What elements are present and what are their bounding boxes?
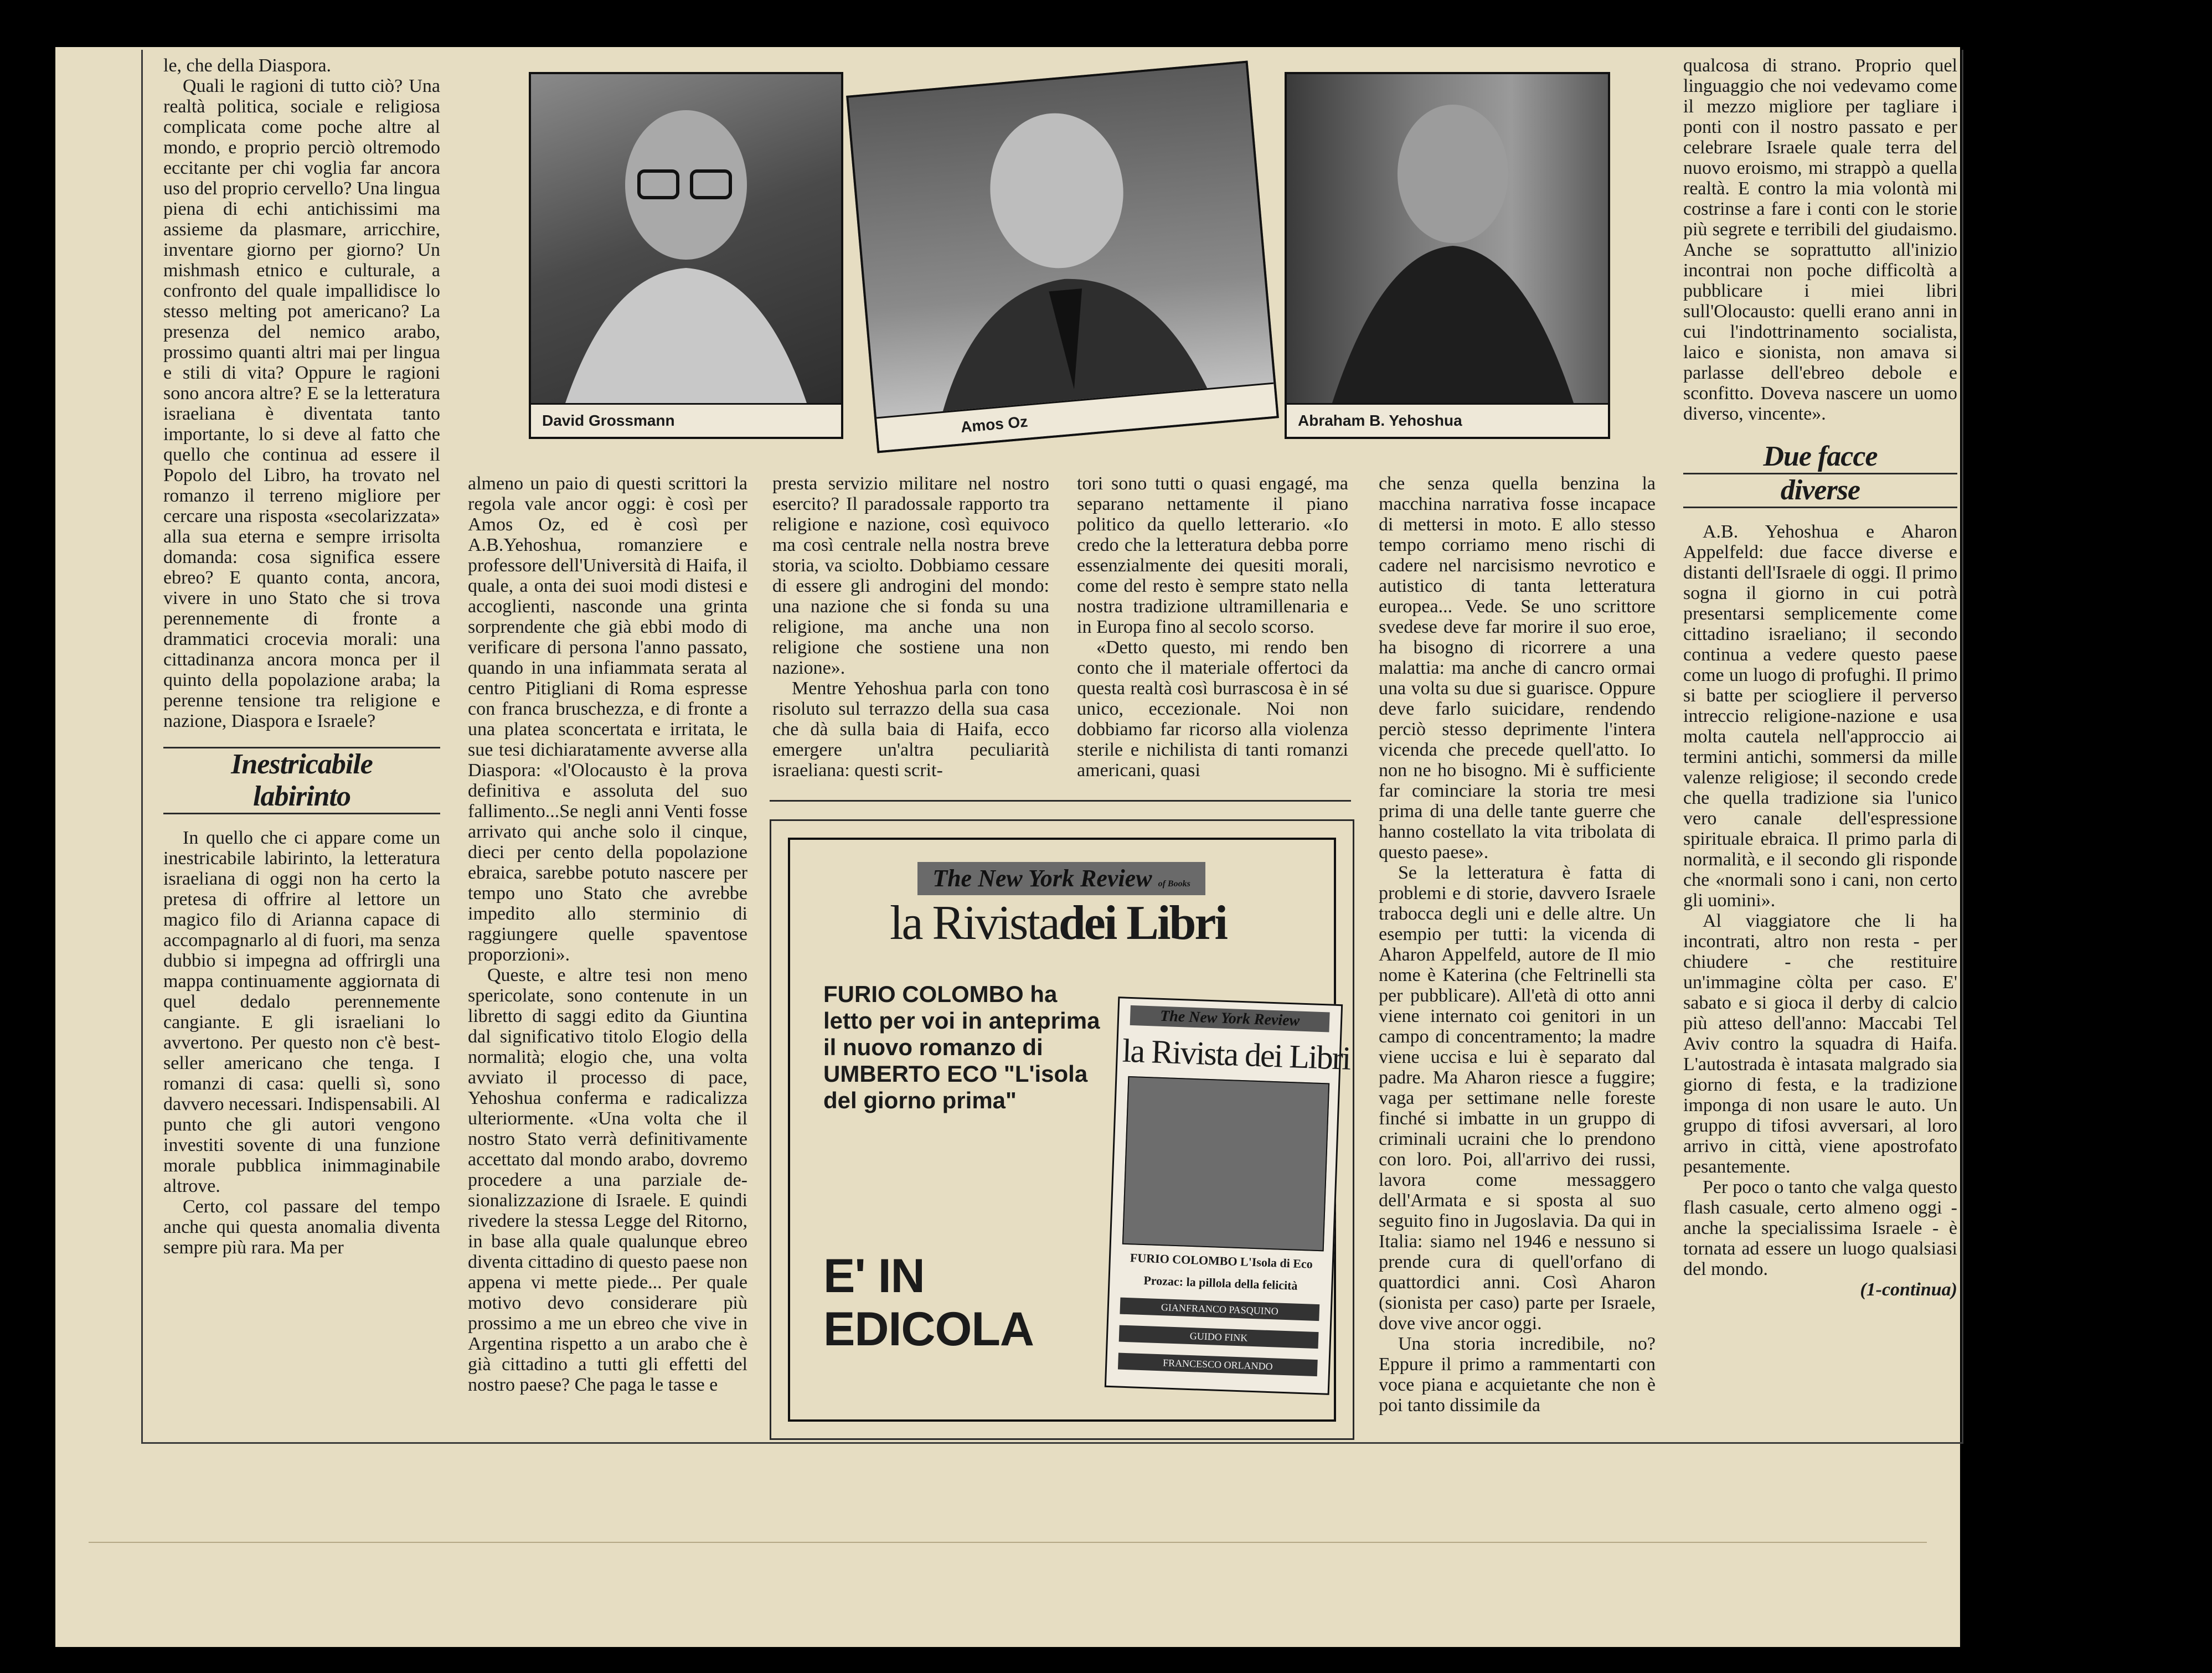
- cover-nyr: The New York Review: [1130, 1005, 1330, 1032]
- cover-illustration: [1122, 1076, 1329, 1252]
- portrait-grossmann-figure: [531, 74, 841, 406]
- column-3-paragraph-2: Mentre Yehoshua parla con tono risoluto sul terrazzo della sua casa che dà sulla baia di Haifa, ecco emergere un'altra peculiarità israeliana: questi scrit-: [772, 678, 1049, 781]
- column-3-paragraph-1: presta servizio militare nel nostro esercito? Il paradossale rapporto tra religione e nazione, così equivoco ma così centrale nella nostra breve storia, va sciolto. Dobbiamo cessare di essere gli androgini del mondo: una nazione che si fonda su una religione, ma anche una non religione che sostiene una non nazione».: [772, 473, 1049, 678]
- ad-nyr-title: The New York Review: [932, 865, 1152, 892]
- column-1-paragraph-2: In quello che ci appare come un inestricabile labirinto, la letteratura israeliana di oggi non ha certo la pretesa di offrire al lettore un magico filo di Arianna capace di accompagnarlo al di fuori, ma senza dubbio si impegna ad offrirgli una mappa continuamente aggiornata di quel dedalo perennemente cangiante. E gli israeliani lo avvertono. Per questo non c'è best-seller americano che tenga. I romanzi di casa: quelli sì, sono davvero necessari. Indispensabili. Al punto che gli autori vengono investiti sovente di una funzione morale pubblica inimmaginabile altrove.: [163, 828, 440, 1196]
- column-1-paragraph-3: Certo, col passare del tempo anche qui questa anomalia diventa sempre più rara. Ma per: [163, 1196, 440, 1258]
- section-heading-diverse: diverse: [1780, 474, 1860, 506]
- advertisement-inner: [788, 838, 1351, 1422]
- advertisement-box: [770, 819, 1354, 1440]
- portrait-oz-figure: [848, 63, 1273, 418]
- heading-rule-bottom-right: [1683, 507, 1957, 508]
- column-4: [1077, 473, 1348, 781]
- column-6-paragraph-3: Per poco o tanto che valga questo flash casuale, certo almeno oggi - anche la specialissima Israele - è tornata ad essere un luogo qualsiasi del mondo.: [1683, 1177, 1957, 1279]
- cover-line-2: Prozac: la pillola della felicità: [1143, 1273, 1298, 1293]
- column-6-paragraph-1: A.B. Yehoshua e Aharon Appelfeld: due facce diverse e distanti dell'Israele di oggi. Il primo sogna il giorno in cui potrà presentarsi semplicemente come cittadino israeliano; il secondo continua a vedere questo paese come un luogo di profughi. Il primo si batte per sciogliere il perverso intreccio religione-nazione e usa molta cautela nell'approccio ai termini antichi, sommersi da mille valenze religiose; il secondo crede che quella tradizione sia l'unico vero canale dell'espressione spirituale ebraica. Il primo parla di normalità, e il secondo gli risponde che «normali sono i cani, non certo gli uomini».: [1683, 521, 1957, 911]
- cover-band-2: GUIDO FINK: [1119, 1325, 1319, 1349]
- section-heading-labirinto: labirinto: [253, 781, 350, 812]
- column-4-paragraph-2: «Detto questo, mi rendo ben conto che il materiale offertoci da questa realtà così burrascosa è in sé unico, eccezionale. Noi non dobbiamo far ricorso alla violenza sterile e nichilista di tanti romanzi americani, quasi: [1077, 637, 1348, 781]
- section-heading-inestricabile: Inestricabile: [231, 748, 373, 780]
- ad-rivista-part-a: la Rivista: [890, 896, 1059, 950]
- caption-yehoshua: Abraham B. Yehoshua: [1287, 403, 1608, 437]
- ad-rivista-logo: [890, 895, 1226, 951]
- advert-top-rule: [770, 800, 1351, 802]
- ad-magazine-cover: [1105, 996, 1351, 1395]
- column-1: [163, 55, 440, 1258]
- caption-oz: Amos Oz: [876, 383, 1277, 451]
- column-1-paragraph-1: Quali le ragioni di tutto ciò? Una realtà politica, sociale e religiosa complicata come poche altre al mondo, e proprio perciò oltremodo eccitante per chi voglia far ancora uso del proprio cervello? Una lingua piena di echi antichissimi ma assieme da plasmare, arricchire, inventare giorno per giorno? Un mishmash etnico e culturale, a confronto del quale impallidisce lo stesso melting pot americano? La presenza del nemico arabo, prossimo quanti altri mai per lingua e stili di vita? Oppure le ragioni sono ancora altre? E se la letteratura israeliana è diventata tanto importante, lo si deve al fatto che quello che continua ad essere il Popolo del Libro, ha trovato nel romanzo il terreno migliore per cercare una risposta «secolarizzata» alla sua eterna e sempre irrisolta domanda: cosa significa essere ebreo? E quanto conta, ancora, vivere in uno Stato che si trova perennemente di fronte a drammatici crocevia morali: una cittadinanza ancora monca per il quinto della popolazione araba; la perenne tensione tra religione e nazione, Diaspora e Israele?: [163, 76, 440, 731]
- ad-promo-text: FURIO COLOMBO ha letto per voi in anteprima il nuovo romanzo di UMBERTO ECO "L'isola del giorno prima": [823, 981, 1100, 1113]
- cover-title: la Rivista dei Libri: [1121, 1032, 1351, 1077]
- column-6-top: qualcosa di strano. Proprio quel linguaggio che noi vedevamo come il mezzo migliore per tagliare i ponti con il nostro passato e per celebrare Israele quale terra del nuovo eroismo, mi strappò a quella realtà. E contro la mia volontà mi costrinse a fare i conti con le storie più segrete e terribili del giudaismo. Anche se soprattutto all'inizio incontrai non poche difficoltà a pubblicare i miei libri sull'Olocausto: quelli erano anni in cui l'indottrinamento socialista, laico e sionista, non amava si parlasse dell'ebreo debole e sconfitto. Doveva nascere un uomo diverso, vincente».: [1683, 55, 1957, 424]
- section-heading-due-facce: Due facce: [1763, 441, 1878, 472]
- ad-nyr-sub: of Books: [1158, 879, 1190, 889]
- column-6-paragraph-2: Al viaggiatore che li ha incontrati, altro non resta - per chiudere - che restituire un'immagine còlta per caso. E' sabato e si gioca il derby di calcio più atteso dell'anno: Maccabi Tel Aviv contro la squadra di Haifa. L'autostrada è intasata malgrado sia giorno di festa, e la tradizione imponga di non usare le auto. Un gruppo di tifosi avversari, al loro arrivo in città, viene apostrofato pesantemente.: [1683, 911, 1957, 1177]
- ad-in-edicola: E' IN EDICOLA: [823, 1249, 1034, 1356]
- column-3: [772, 473, 1049, 781]
- ad-rivista-part-b: dei Libri: [1058, 896, 1226, 950]
- column-5: [1379, 473, 1656, 1416]
- continued-note: (1-continua): [1860, 1279, 1957, 1300]
- column-2: [468, 473, 747, 1395]
- cover-band-1: GIANFRANCO PASQUINO: [1120, 1298, 1319, 1321]
- cover-band-3: FRANCESCO ORLANDO: [1118, 1353, 1318, 1377]
- photo-abraham-yehoshua: [1285, 72, 1610, 439]
- photo-amos-oz: [846, 61, 1279, 453]
- column-2-paragraph-2: Queste, e altre tesi non meno spericolate, sono contenute in un libretto di saggi edito da Giuntina dal significativo titolo Elogio della normalità; elogio che, una volta avviato il processo di pace, Yehoshua conferma e radicalizza ulteriormente. «Una volta che il nostro Stato verrà definitivamente accettato dal mondo arabo, dovremo procedere a una parziale de-sionalizzazione di Israele. E quindi rivedere la stessa Legge del Ritorno, in base alla quale qualunque ebreo diventa cittadino di questo paese non appena vi mette piede... Per quale motivo devo considerare più prossimo a me un ebreo che vive in Argentina rispetto a un arabo che è già cittadino a tutti gli effetti del nostro paese? Che paga le tasse e: [468, 965, 747, 1395]
- caption-grossmann: David Grossmann: [531, 403, 841, 437]
- column-4-paragraph-1: tori sono tutti o quasi engagé, ma separano nettamente il piano politico da quello letterario. «Io credo che la letteratura debba porre essenzialmente dei quesiti morali, come del resto è sempre stato nella nostra tradizione ultramillenaria e in Europa fino al secolo scorso.: [1077, 473, 1348, 637]
- column-5-paragraph-1: che senza quella benzina la macchina narrativa fosse incapace di mettersi in moto. E allo stesso tempo corriamo meno rischi di cadere nel narcisismo nevrotico e autistico di tanta letteratura europea... Vede. Se uno scrittore svedese deve far morire il suo eroe, ha bisogno di ricorrere a una malattia: ma anche di cancro ormai una volta su due si guarisce. Oppure deve farlo suicidare, rendendo perciò stesso deprimente l'intera vicenda che precede quell'atto. Io non ne ho bisogno. Mi è sufficiente far cominciare la storia tre mesi prima di una delle tante guerre che hanno costellato la vita tribolata di questo paese».: [1379, 473, 1656, 863]
- column-5-paragraph-2: Se la letteratura è fatta di problemi e di storie, davvero Israele trabocca degli uni e delle altre. Un esempio per tutti: la vicenda di Aharon Appelfeld, autore de Il mio nome è Katerina (che Feltrinelli sta per pubblicare). All'età di otto anni viene internato coi genitori in un campo di concentramento; la madre viene uccisa e lui è separato dal padre. Ma Aharon riesce a fuggire; vaga per settimane nelle foreste finché si imbatte in un gruppo di criminali ucraini che lo prendono con loro. Poi, all'arrivo dei russi, lavora come messaggero dell'Armata e si sposta al suo seguito fino in Jugoslavia. Da qui in Italia: siamo nel 1946 e nessuno si prende cura di quell'orfano di quattordici anni. Così Aharon (sionista per caso) parte per Israele, dove vive ancor oggi.: [1379, 863, 1656, 1334]
- column-2-paragraph-1: almeno un paio di questi scrittori la regola vale ancor oggi: è così per Amos Oz, ed è così per A.B.Yehoshua, romanziere e professore dell'Università di Haifa, il quale, a onta dei suoi modi distesi e accoglienti, nasconde una grinta sorprendente che già ebbi modo di verificare di persona l'anno passato, quando in una infiammata serata al centro Pitigliani di Roma espresse con franca bruschezza, e di fronte a una platea sconcertata e irritata, le sue tesi dichiaratamente avverse alla Diaspora: «l'Olocausto è la prova definitiva e assoluta del suo fallimento...Se negli anni Venti fosse arrivato qui anche solo il cinque, dieci per cento della popolazione ebraica, sarebbe potuto nascere per tempo uno Stato che avrebbe impedito allo sterminio di raggiungere quelle spaventose proporzioni».: [468, 473, 747, 965]
- column-6: [1683, 55, 1957, 1300]
- ad-nyr-masthead: [917, 862, 1205, 895]
- cover-line-1: FURIO COLOMBO L'Isola di Eco: [1130, 1251, 1313, 1271]
- portrait-yehoshua-figure: [1287, 74, 1608, 406]
- column-1-top: le, che della Diaspora.: [163, 55, 332, 76]
- photo-david-grossmann: [529, 72, 843, 439]
- heading-rule-bottom: [163, 813, 440, 814]
- column-5-paragraph-3: Una storia incredibile, no? Eppure il primo a rammentarti con voce piana e acquietante che non è poi tanto dissimile da: [1379, 1334, 1656, 1416]
